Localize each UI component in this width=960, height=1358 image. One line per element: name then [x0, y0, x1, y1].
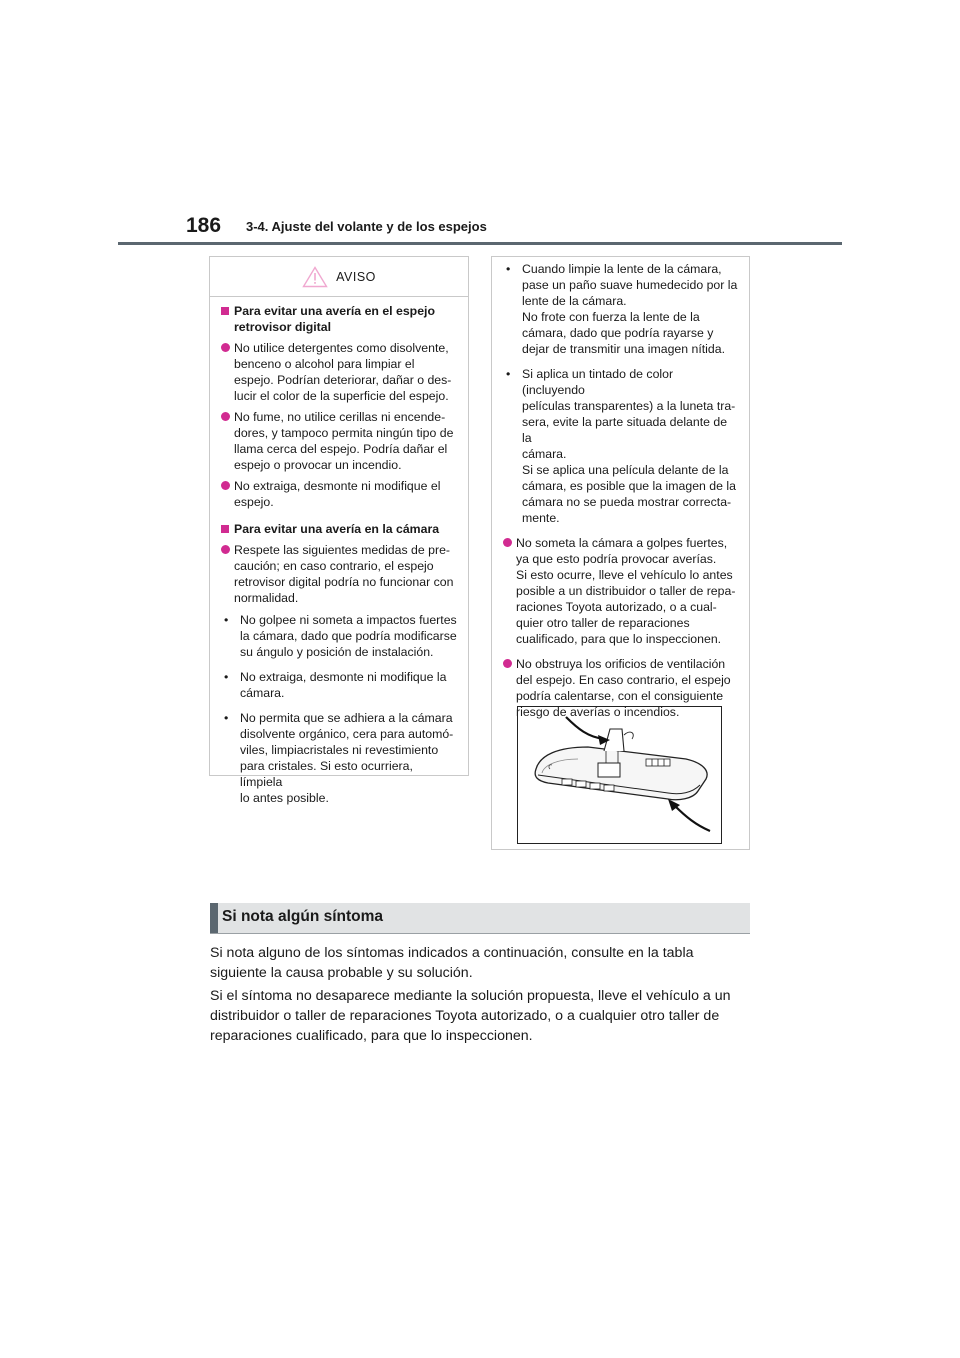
list-item-text: No golpee ni someta a impactos fuertes la cámara, dado que podría modificarse su ángulo y posición de instalación. — [240, 613, 457, 659]
subheading-camera — [221, 521, 458, 537]
warning-header — [210, 264, 468, 290]
list-item-text: No obstruya los orificios de ventilación del espejo. En caso contrario, el espejo podría calentarse, con el consiguiente riesgo de averías o incendios. — [516, 657, 731, 719]
rearview-mirror-camera-icon — [518, 707, 721, 843]
bullet-marker: • — [224, 711, 229, 725]
mirror-illustration — [517, 706, 722, 844]
dot-bullet-icon — [503, 538, 512, 547]
body-paragraph: Si el síntoma no desaparece mediante la solución propuesta, lleve el vehículo a un distribuidor o taller de reparaciones Toyota autorizado, o a cualquier otro taller de reparaciones cualificado, para que lo inspeccionen. — [210, 988, 731, 1044]
list-item — [503, 261, 739, 357]
section-heading: Si nota algún síntoma — [222, 908, 384, 925]
dot-bullet-icon — [221, 545, 230, 554]
list-item — [221, 478, 458, 510]
subheading-text: Para evitar una avería en el espejo retrovisor digital — [234, 304, 435, 334]
dot-bullet-icon — [221, 343, 230, 352]
list-item — [221, 340, 458, 404]
list-item-text: Cuando limpie la lente de la cámara, pase un paño suave humedecido por la lente de la cámara. No frote con fuerza la lente de la cámara, dado que podría rayarse y dejar de transmitir una imagen nítida. — [522, 262, 738, 356]
list-item-text: No someta la cámara a golpes fuertes, ya que esto podría provocar averías. Si esto ocurre, lleve el vehículo lo antes posible a un distribuidor o taller de repa- raciones Toyota autorizado, o a cual- quier otro taller de reparaciones cualificado, para que lo inspeccionen. — [516, 536, 736, 646]
list-item-text: No fume, no utilice cerillas ni encende- dores, y tampoco permita ningún tipo de llama cerca del espejo. Podría dañar el espejo o provocar un incendio. — [234, 410, 454, 472]
bullet-marker: • — [506, 367, 511, 381]
list-item — [221, 669, 458, 701]
list-item-text: No extraiga, desmonte ni modifique la cámara. — [240, 670, 447, 700]
list-item-text: No extraiga, desmonte ni modifique el espejo. — [234, 479, 441, 509]
dot-bullet-icon — [221, 481, 230, 490]
list-item — [503, 535, 739, 647]
section-accent — [210, 903, 218, 933]
section-title: 3-4. Ajuste del volante y de los espejos — [246, 219, 487, 234]
subheading-text: Para evitar una avería en la cámara — [234, 522, 440, 536]
bullet-marker: • — [224, 613, 229, 627]
list-item — [503, 366, 739, 526]
header-rule — [118, 242, 842, 245]
bullet-marker: • — [506, 262, 511, 276]
list-item — [221, 612, 458, 660]
list-item-text: Si aplica un tintado de color (incluyendo películas transparentes) a la luneta tra- sera, evite la parte situada delante de la cámara. Si se aplica una película delante de la cámara, es posible que la imagen de la cámara no se pueda mostrar correcta- mente. — [522, 367, 736, 525]
section-heading-bar — [210, 903, 750, 934]
square-bullet-icon — [221, 525, 229, 533]
list-item-text: Respete las siguientes medidas de pre- caución; en caso contrario, el espejo retrovisor digital podría no funcionar con normalidad. — [234, 543, 454, 605]
body-paragraph: Si nota alguno de los síntomas indicados a continuación, consulte en la tabla siguiente la causa probable y su solución. — [210, 945, 694, 981]
dot-bullet-icon — [503, 659, 512, 668]
subheading-mirror — [221, 303, 458, 335]
warning-divider — [210, 296, 468, 297]
page-number: 186 — [186, 214, 222, 237]
warning-box — [209, 256, 469, 805]
square-bullet-icon — [221, 307, 229, 315]
warning-triangle-icon — [302, 266, 328, 288]
dot-bullet-icon — [221, 412, 230, 421]
warning-label: AVISO — [336, 270, 376, 284]
bullet-marker: • — [224, 670, 229, 684]
list-item-text: No utilice detergentes como disolvente, benceno o alcohol para limpiar el espejo. Podrían deteriorar, dañar o des- lucir el color de la superficie del espejo. — [234, 341, 452, 403]
list-item — [221, 710, 458, 806]
list-item-text: No permita que se adhiera a la cámara disolvente orgánico, cera para automó- viles, limpiacristales ni revestimiento para cristales. Si esto ocurriera, límpiela lo antes posible. — [240, 711, 454, 805]
list-item — [221, 542, 458, 606]
list-item — [221, 409, 458, 473]
